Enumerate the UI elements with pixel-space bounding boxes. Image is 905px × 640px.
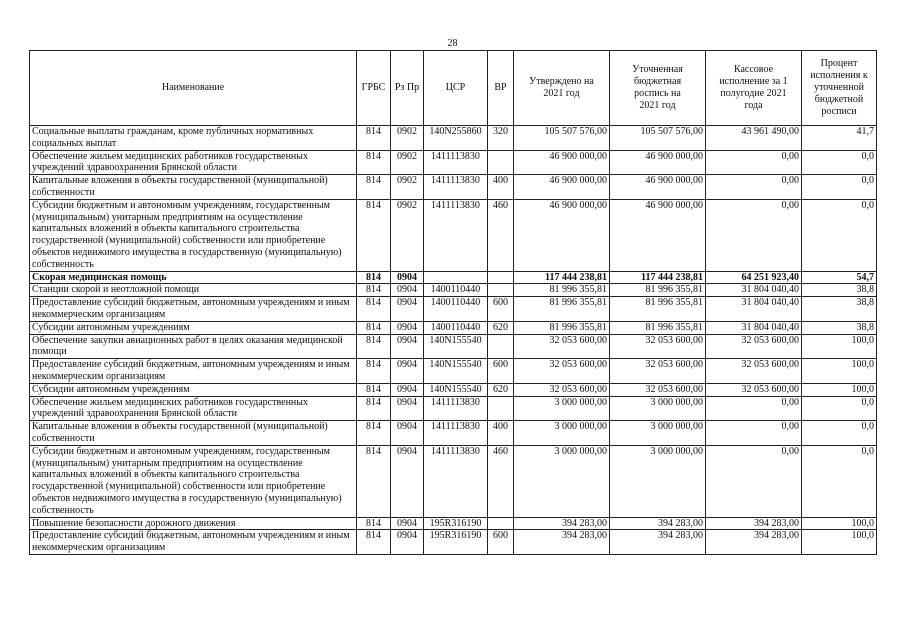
cell-refined: 32 053 600,00 [610, 383, 706, 396]
cell-rzpr: 0904 [391, 284, 424, 297]
cell-cash: 0,00 [706, 396, 802, 421]
cell-approved: 394 283,00 [514, 517, 610, 530]
cell-refined: 394 283,00 [610, 530, 706, 555]
cell-grbs: 814 [357, 383, 391, 396]
cell-rzpr: 0902 [391, 150, 424, 175]
cell-rzpr: 0904 [391, 421, 424, 446]
header-csr: ЦСР [424, 51, 488, 126]
cell-cash: 32 053 600,00 [706, 383, 802, 396]
cell-approved: 3 000 000,00 [514, 396, 610, 421]
cell-refined: 46 900 000,00 [610, 175, 706, 200]
cell-approved: 46 900 000,00 [514, 150, 610, 175]
cell-cash: 394 283,00 [706, 517, 802, 530]
cell-percent: 38,8 [802, 321, 877, 334]
header-row [30, 51, 877, 126]
cell-grbs: 814 [357, 297, 391, 322]
table-row [30, 150, 877, 175]
budget-execution-table [29, 50, 877, 555]
cell-refined: 32 053 600,00 [610, 334, 706, 359]
cell-refined: 3 000 000,00 [610, 421, 706, 446]
cell-percent: 0,0 [802, 421, 877, 446]
cell-grbs: 814 [357, 421, 391, 446]
cell-csr: 1411113830 [424, 199, 488, 271]
cell-percent: 100,0 [802, 334, 877, 359]
cell-csr: 195R316190 [424, 517, 488, 530]
cell-percent: 0,0 [802, 396, 877, 421]
cell-csr: 1400110440 [424, 321, 488, 334]
cell-vr: 620 [488, 383, 514, 396]
cell-percent: 54,7 [802, 271, 877, 284]
header-percent: Процент исполнения к уточненной бюджетной росписи [802, 51, 877, 126]
cell-rzpr: 0904 [391, 383, 424, 396]
cell-cash: 0,00 [706, 150, 802, 175]
cell-percent: 0,0 [802, 199, 877, 271]
cell-csr: 140N155540 [424, 359, 488, 384]
table-body [30, 126, 877, 555]
cell-rzpr: 0902 [391, 126, 424, 151]
cell-grbs: 814 [357, 126, 391, 151]
cell-name: Обеспечение жильем медицинских работников государственных учреждений здравоохранения Брянской области [30, 150, 357, 175]
cell-name: Обеспечение жильем медицинских работников государственных учреждений здравоохранения Брянской области [30, 396, 357, 421]
cell-grbs: 814 [357, 271, 391, 284]
cell-refined: 81 996 355,81 [610, 284, 706, 297]
cell-refined: 3 000 000,00 [610, 396, 706, 421]
cell-grbs: 814 [357, 284, 391, 297]
cell-csr: 195R316190 [424, 530, 488, 555]
cell-refined: 46 900 000,00 [610, 199, 706, 271]
cell-cash: 0,00 [706, 421, 802, 446]
cell-cash: 64 251 923,40 [706, 271, 802, 284]
cell-csr: 1411113830 [424, 421, 488, 446]
cell-rzpr: 0904 [391, 530, 424, 555]
cell-name: Капитальные вложения в объекты государственной (муниципальной) собственности [30, 421, 357, 446]
cell-csr [424, 271, 488, 284]
cell-refined: 105 507 576,00 [610, 126, 706, 151]
cell-csr: 1411113830 [424, 150, 488, 175]
cell-csr: 1400110440 [424, 297, 488, 322]
table-row [30, 445, 877, 517]
cell-refined: 32 053 600,00 [610, 359, 706, 384]
cell-cash: 394 283,00 [706, 530, 802, 555]
cell-refined: 394 283,00 [610, 517, 706, 530]
cell-percent: 100,0 [802, 530, 877, 555]
cell-approved: 117 444 238,81 [514, 271, 610, 284]
table-row [30, 321, 877, 334]
cell-vr: 400 [488, 421, 514, 446]
cell-approved: 81 996 355,81 [514, 284, 610, 297]
cell-cash: 0,00 [706, 199, 802, 271]
cell-grbs: 814 [357, 175, 391, 200]
cell-vr [488, 271, 514, 284]
cell-approved: 3 000 000,00 [514, 421, 610, 446]
cell-approved: 3 000 000,00 [514, 445, 610, 517]
cell-grbs: 814 [357, 150, 391, 175]
cell-cash: 43 961 490,00 [706, 126, 802, 151]
cell-vr: 600 [488, 530, 514, 555]
cell-percent: 38,8 [802, 297, 877, 322]
header-refined: Уточненная бюджетная роспись на 2021 год [610, 51, 706, 126]
cell-approved: 32 053 600,00 [514, 334, 610, 359]
cell-name: Предоставление субсидий бюджетным, автономным учреждениям и иным некоммерческим организациям [30, 297, 357, 322]
cell-grbs: 814 [357, 199, 391, 271]
cell-grbs: 814 [357, 321, 391, 334]
cell-csr: 140N155540 [424, 383, 488, 396]
cell-csr: 1411113830 [424, 396, 488, 421]
cell-name: Капитальные вложения в объекты государственной (муниципальной) собственности [30, 175, 357, 200]
cell-cash: 0,00 [706, 175, 802, 200]
cell-vr: 600 [488, 297, 514, 322]
table-row [30, 175, 877, 200]
cell-vr [488, 284, 514, 297]
page-number: 28 [447, 38, 458, 49]
cell-percent: 41,7 [802, 126, 877, 151]
cell-cash: 32 053 600,00 [706, 334, 802, 359]
cell-vr: 400 [488, 175, 514, 200]
cell-percent: 0,0 [802, 445, 877, 517]
cell-vr [488, 517, 514, 530]
cell-cash: 0,00 [706, 445, 802, 517]
table-row [30, 284, 877, 297]
table-row [30, 271, 877, 284]
cell-grbs: 814 [357, 445, 391, 517]
cell-name: Обеспечение закупки авиационных работ в целях оказания медицинской помощи [30, 334, 357, 359]
cell-csr: 1400110440 [424, 284, 488, 297]
header-approved: Утверждено на 2021 год [514, 51, 610, 126]
cell-percent: 38,8 [802, 284, 877, 297]
cell-rzpr: 0904 [391, 271, 424, 284]
cell-percent: 100,0 [802, 359, 877, 384]
cell-rzpr: 0902 [391, 175, 424, 200]
cell-vr [488, 334, 514, 359]
header-vr: ВР [488, 51, 514, 126]
cell-approved: 394 283,00 [514, 530, 610, 555]
cell-rzpr: 0904 [391, 334, 424, 359]
cell-csr: 140N155540 [424, 334, 488, 359]
cell-rzpr: 0904 [391, 359, 424, 384]
cell-grbs: 814 [357, 530, 391, 555]
cell-csr: 1411113830 [424, 175, 488, 200]
cell-name: Предоставление субсидий бюджетным, автономным учреждениям и иным некоммерческим организациям [30, 359, 357, 384]
cell-vr: 600 [488, 359, 514, 384]
cell-refined: 81 996 355,81 [610, 297, 706, 322]
cell-approved: 81 996 355,81 [514, 297, 610, 322]
cell-grbs: 814 [357, 334, 391, 359]
cell-percent: 100,0 [802, 383, 877, 396]
cell-percent: 100,0 [802, 517, 877, 530]
cell-cash: 31 804 040,40 [706, 297, 802, 322]
cell-rzpr: 0904 [391, 396, 424, 421]
cell-name: Социальные выплаты гражданам, кроме публичных нормативных социальных выплат [30, 126, 357, 151]
cell-csr: 1411113830 [424, 445, 488, 517]
cell-name: Предоставление субсидий бюджетным, автономным учреждениям и иным некоммерческим организациям [30, 530, 357, 555]
cell-approved: 32 053 600,00 [514, 359, 610, 384]
table-row [30, 199, 877, 271]
table-row [30, 517, 877, 530]
cell-refined: 3 000 000,00 [610, 445, 706, 517]
table-row [30, 297, 877, 322]
cell-refined: 81 996 355,81 [610, 321, 706, 334]
cell-refined: 117 444 238,81 [610, 271, 706, 284]
cell-percent: 0,0 [802, 175, 877, 200]
cell-cash: 32 053 600,00 [706, 359, 802, 384]
cell-approved: 81 996 355,81 [514, 321, 610, 334]
table-row [30, 383, 877, 396]
table-row [30, 334, 877, 359]
cell-percent: 0,0 [802, 150, 877, 175]
cell-vr: 460 [488, 445, 514, 517]
cell-name: Станции скорой и неотложной помощи [30, 284, 357, 297]
cell-cash: 31 804 040,40 [706, 321, 802, 334]
cell-refined: 46 900 000,00 [610, 150, 706, 175]
cell-name: Повышение безопасности дорожного движения [30, 517, 357, 530]
cell-rzpr: 0902 [391, 199, 424, 271]
table-row [30, 530, 877, 555]
cell-cash: 31 804 040,40 [706, 284, 802, 297]
cell-rzpr: 0904 [391, 297, 424, 322]
header-rzpr: Рз Пр [391, 51, 424, 126]
cell-approved: 46 900 000,00 [514, 175, 610, 200]
cell-rzpr: 0904 [391, 445, 424, 517]
cell-name: Субсидии бюджетным и автономным учреждениям, государственным (муниципальным) унитарным предприятиям на осуществление капитальных вложений в объекты капитального строительства государственной (муниципальной) собственности или приобретение объектов недвижимого имущества в государственную (муниципальную) собственность [30, 445, 357, 517]
table-row [30, 421, 877, 446]
table-row [30, 359, 877, 384]
cell-name: Субсидии бюджетным и автономным учреждениям, государственным (муниципальным) унитарным предприятиям на осуществление капитальных вложений в объекты капитального строительства государственной (муниципальной) собственности или приобретение объектов недвижимого имущества в государственную (муниципальную) собственность [30, 199, 357, 271]
cell-vr [488, 396, 514, 421]
cell-vr: 320 [488, 126, 514, 151]
cell-rzpr: 0904 [391, 321, 424, 334]
table-row [30, 126, 877, 151]
cell-name: Субсидии автономным учреждениям [30, 383, 357, 396]
header-name: Наименование [30, 51, 357, 126]
header-grbs: ГРБС [357, 51, 391, 126]
cell-csr: 140N255860 [424, 126, 488, 151]
cell-approved: 46 900 000,00 [514, 199, 610, 271]
cell-rzpr: 0904 [391, 517, 424, 530]
cell-grbs: 814 [357, 359, 391, 384]
header-cash: Кассовое исполнение за 1 полугодие 2021 года [706, 51, 802, 126]
cell-vr: 460 [488, 199, 514, 271]
cell-name: Субсидии автономным учреждениям [30, 321, 357, 334]
cell-grbs: 814 [357, 396, 391, 421]
cell-name: Скорая медицинская помощь [30, 271, 357, 284]
cell-grbs: 814 [357, 517, 391, 530]
cell-vr: 620 [488, 321, 514, 334]
table-row [30, 396, 877, 421]
cell-approved: 32 053 600,00 [514, 383, 610, 396]
cell-vr [488, 150, 514, 175]
cell-approved: 105 507 576,00 [514, 126, 610, 151]
